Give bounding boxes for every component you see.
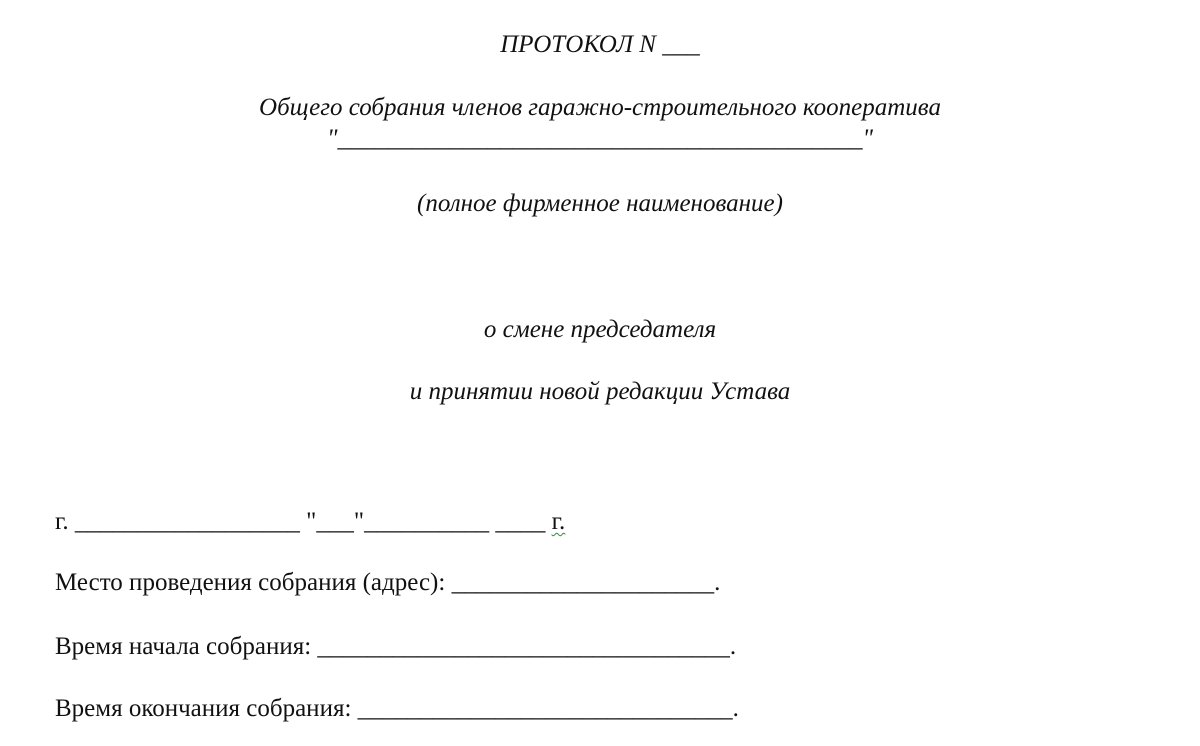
name-caption: (полное фирменное наименование) <box>417 190 783 217</box>
end-time-line: Время окончания собрания: ______________________________. <box>55 695 739 722</box>
meeting-description: Общего собрания членов гаражно-строительного кооператива <box>259 94 941 121</box>
city-date-line <box>55 507 565 537</box>
year-suffix: г. <box>551 508 566 535</box>
subject-line-2: и принятии новой редакции Устава <box>409 378 791 405</box>
protocol-title: ПРОТОКОЛ N ___ <box>500 31 700 58</box>
city-date-blanks: г. __________________ "___"__________ ____ <box>55 508 552 535</box>
meeting-place-line: Место проведения собрания (адрес): _____________________. <box>55 569 721 596</box>
start-time-line: Время начала собрания: _________________________________. <box>55 633 737 660</box>
subject-line-1: о смене председателя <box>483 316 717 343</box>
cooperative-name-blank: "__________________________________________" <box>327 125 873 152</box>
